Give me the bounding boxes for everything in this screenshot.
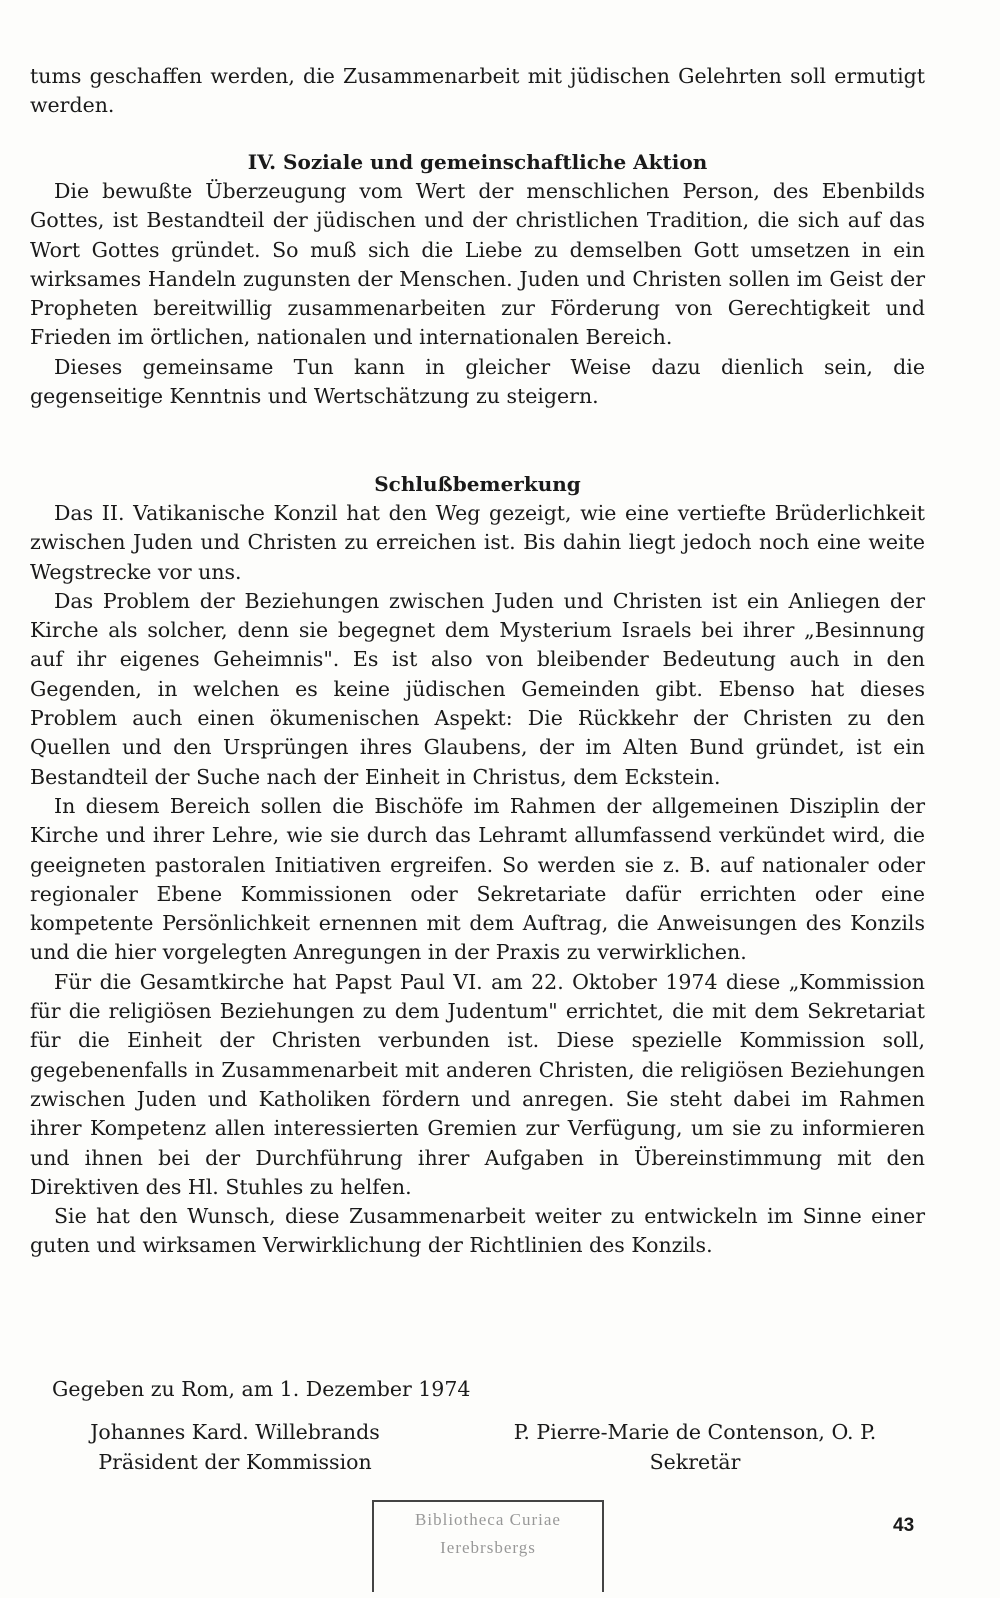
signatory-name: P. Pierre-Marie de Contenson, O. P. — [513, 1420, 877, 1444]
signatory-name: Johannes Kard. Willebrands — [90, 1420, 380, 1444]
section-iv-paragraph: Die bewußte Überzeugung vom Wert der menschlichen Person, des Ebenbilds Gottes, ist Bestandteil der jüdischen und der christlichen Tradition, die sich auf das Wort Gottes gründet. So muß sich die Liebe zu demselben Gott umsetzen in ein wirksames Handeln zugunsten der Menschen. Juden und Christen sollen im Geist der Propheten bereitwillig zusammenarbeiten zur Förderung von Gerechtigkeit und Frieden im örtlichen, nationalen und internationalen Bereich. — [30, 179, 925, 350]
section-iv-heading: IV. Soziale und gemeinschaftliche Aktion — [247, 150, 708, 174]
date-line: Gegeben zu Rom, am 1. Dezember 1974 — [52, 1377, 471, 1401]
stamp-line: Ierebrsbergs — [440, 1538, 536, 1557]
conclusion-paragraph: Das Problem der Beziehungen zwischen Juden und Christen ist ein Anliegen der Kirche als solcher, denn sie begegnet dem Mysterium Israels bei ihrer „Besinnung auf ihr eigenes Geheimnis". Es ist also von bleibender Bedeutung auch in den Gegenden, in welchen es keine jüdischen Gemeinden gibt. Ebenso hat dieses Problem auch einen ökumenischen Aspekt: Die Rückkehr der Christen zu den Quellen und den Ursprüngen ihres Glaubens, der im Alten Bund gründet, ist ein Bestandteil der Suche nach der Einheit in Christus, dem Eckstein. — [30, 588, 925, 789]
intro-continuation-block — [30, 62, 925, 121]
conclusion-section — [30, 470, 925, 1261]
signatory-title: Sekretär — [649, 1450, 741, 1474]
conclusion-paragraph: Das II. Vatikanische Konzil hat den Weg gezeigt, wie eine vertiefte Brüderlichkeit zwischen Juden und Christen zu erreichen ist. Bis dahin liegt jedoch noch eine weite Wegstrecke vor uns. — [30, 501, 925, 584]
intro-continuation-paragraph: tums geschaffen werden, die Zusammenarbeit mit jüdischen Gelehrten soll ermutigt werden. — [30, 64, 925, 118]
signatory-title: Präsident der Kommission — [98, 1450, 372, 1474]
page-number: 43 — [893, 1515, 915, 1536]
conclusion-paragraph: Für die Gesamtkirche hat Papst Paul VI. am 22. Oktober 1974 diese „Kommission für die religiösen Beziehungen zu dem Judentum" errichtet, die mit dem Sekretariat für die Einheit der Christen verbunden ist. Diese spezielle Kommission soll, gegebenenfalls in Zusammenarbeit mit anderen Christen, die religiösen Beziehungen zwischen Juden und Katholiken fördern und anregen. Sie steht dabei im Rahmen ihrer Kompetenz allen interessierten Gremien zur Verfügung, um sie zu informieren und ihnen bei der Durchführung ihrer Aufgaben in Übereinstimmung mit den Direktiven des Hl. Stuhles zu helfen. — [30, 969, 925, 1199]
conclusion-paragraph: In diesem Bereich sollen die Bischöfe im Rahmen der allgemeinen Disziplin der Kirche und ihrer Lehre, wie sie durch das Lehramt allumfassend verkündet wird, die geeigneten pastoralen Initiativen ergreifen. So werden sie z. B. auf nationaler oder regionaler Ebene Kommissionen oder Sekretariate dafür errichten oder eine kompetente Persönlichkeit ernennen mit dem Auftrag, die Anweisungen des Konzils und die hier vorgelegten Anregungen in der Praxis zu verwirklichen. — [30, 793, 925, 965]
signature-block-president — [60, 1417, 410, 1477]
conclusion-paragraph: Sie hat den Wunsch, diese Zusammenarbeit weiter zu entwickeln im Sinne einer guten und wirksamen Verwirklichung der Richtlinien des Konzils. — [30, 1204, 925, 1258]
stamp-line: Bibliotheca Curiae — [415, 1510, 561, 1529]
section-iv — [30, 148, 925, 411]
conclusion-heading: Schlußbemerkung — [374, 472, 581, 496]
signature-block-secretary — [470, 1417, 920, 1477]
library-stamp — [372, 1500, 604, 1592]
section-iv-paragraph: Dieses gemeinsame Tun kann in gleicher Weise dazu dienlich sein, die gegenseitige Kenntnis und Wertschätzung zu steigern. — [30, 354, 925, 409]
